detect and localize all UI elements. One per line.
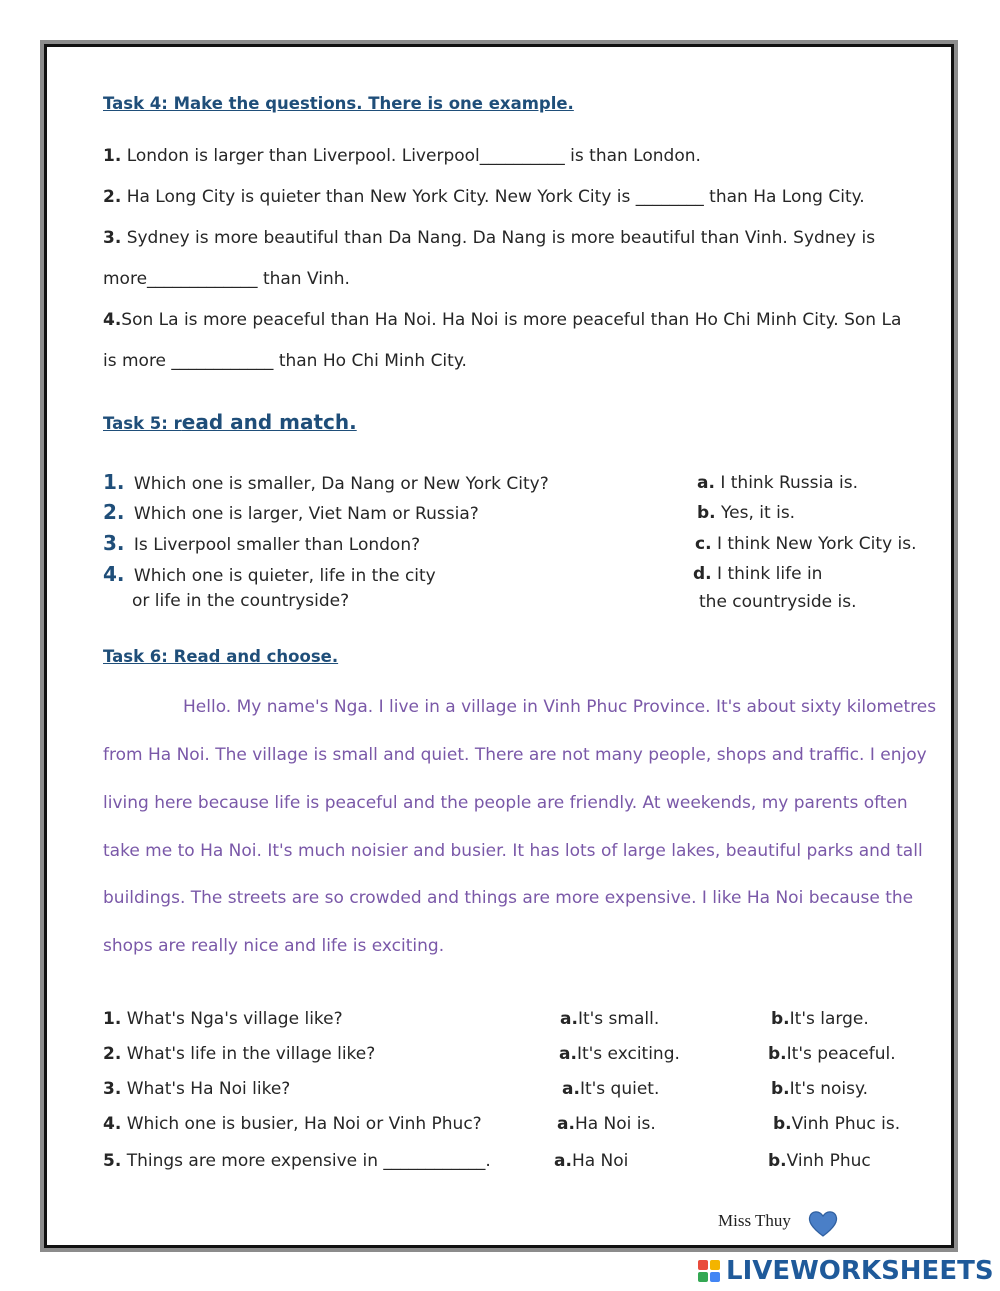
option-label: a.: [559, 1044, 577, 1064]
passage-line-6: shops are really nice and life is exciting.: [103, 936, 445, 956]
task5-title-rest: ead and match.: [181, 410, 357, 434]
option-label: a.: [560, 1009, 578, 1029]
task5-title-prefix: Task 5: r: [103, 414, 182, 433]
task5-question-1: [103, 470, 549, 494]
answer-letter: b.: [697, 503, 716, 523]
task4-item-3: [103, 228, 875, 248]
task5-question-4: [103, 562, 436, 586]
task6-question-1: [103, 1009, 343, 1029]
item-number: 3.: [103, 228, 122, 248]
answer-text: Yes, it is.: [721, 503, 796, 523]
task4-item-3-cont: more_____________ than Vinh.: [103, 269, 350, 289]
question-number: 4.: [103, 1114, 122, 1134]
option-text: It's large.: [789, 1009, 869, 1029]
question-number: 2.: [103, 1044, 122, 1064]
question-text: What's life in the village like?: [126, 1044, 376, 1064]
task6-q2-option-a[interactable]: [559, 1044, 680, 1064]
item-number: 2.: [103, 187, 122, 207]
worksheet-page: [44, 44, 954, 1248]
question-text: Which one is smaller, Da Nang or New York City?: [133, 474, 549, 494]
answer-text: I think New York City is.: [716, 534, 917, 554]
option-label: b.: [768, 1151, 787, 1171]
question-number: 3.: [103, 1079, 122, 1099]
passage-line-1: Hello. My name's Nga. I live in a village in Vinh Phuc Province. It's about sixty kilometres: [183, 697, 937, 717]
task5-question-4-cont: or life in the countryside?: [132, 591, 350, 611]
heart-icon: [807, 1210, 839, 1238]
question-number: 1.: [103, 1009, 122, 1029]
task5-question-3: [103, 531, 420, 555]
answer-letter: c.: [695, 534, 712, 554]
task6-question-3: [103, 1079, 290, 1099]
task6-question-5: [103, 1151, 491, 1171]
question-number: 4.: [103, 562, 125, 586]
task6-q4-option-b[interactable]: [773, 1114, 900, 1134]
task6-q2-option-b[interactable]: [768, 1044, 896, 1064]
task6-question-2: [103, 1044, 375, 1064]
task5-answer-d: [693, 564, 822, 584]
task5-question-2: [103, 500, 479, 524]
question-text: What's Ha Noi like?: [126, 1079, 291, 1099]
task6-q1-option-a[interactable]: [560, 1009, 659, 1029]
option-text: It's quiet.: [579, 1079, 660, 1099]
question-text: Things are more expensive in ____________.: [126, 1151, 491, 1171]
question-text: What's Nga's village like?: [126, 1009, 343, 1029]
signature: Miss Thuy: [718, 1211, 791, 1230]
question-text: Is Liverpool smaller than London?: [133, 535, 421, 555]
question-number: 1.: [103, 470, 125, 494]
item-text: Sydney is more beautiful than Da Nang. Da Nang is more beautiful than Vinh. Sydney is: [126, 228, 876, 248]
passage-line-5: buildings. The streets are so crowded and things are more expensive. I like Ha Noi because the: [103, 888, 914, 908]
task5-answer-d-cont: the countryside is.: [699, 592, 857, 612]
task5-answer-b: [697, 503, 795, 523]
task6-q3-option-b[interactable]: [771, 1079, 868, 1099]
task6-question-4: [103, 1114, 482, 1134]
option-text: It's noisy.: [789, 1079, 869, 1099]
option-label: a.: [557, 1114, 575, 1134]
question-number: 2.: [103, 500, 125, 524]
answer-text: I think life in: [717, 564, 823, 584]
question-number: 5.: [103, 1151, 122, 1171]
option-text: Ha Noi is.: [574, 1114, 656, 1134]
option-label: a.: [562, 1079, 580, 1099]
task4-title: Task 4: Make the questions. There is one example.: [103, 94, 574, 113]
option-text: It's peaceful.: [786, 1044, 896, 1064]
option-text: Vinh Phuc: [786, 1151, 871, 1171]
passage-line-2: from Ha Noi. The village is small and quiet. There are not many people, shops and traffic. I enjoy: [103, 745, 927, 765]
option-label: b.: [768, 1044, 787, 1064]
task4-item-4-cont: is more ____________ than Ho Chi Minh City.: [103, 351, 467, 371]
item-number: 1.: [103, 146, 122, 166]
option-label: b.: [771, 1009, 790, 1029]
task6-title: Task 6: Read and choose.: [103, 647, 339, 666]
question-number: 3.: [103, 531, 125, 555]
task6-q5-option-b[interactable]: [768, 1151, 871, 1171]
option-text: Vinh Phuc is.: [791, 1114, 901, 1134]
answer-text: I think Russia is.: [720, 473, 859, 493]
question-text: Which one is busier, Ha Noi or Vinh Phuc?: [126, 1114, 482, 1134]
task4-item-1: [103, 146, 701, 166]
task6-q1-option-b[interactable]: [771, 1009, 869, 1029]
option-label: a.: [554, 1151, 572, 1171]
liveworksheets-logo[interactable]: [698, 1256, 994, 1286]
task6-q4-option-a[interactable]: [557, 1114, 656, 1134]
question-text: Which one is quieter, life in the city: [133, 566, 436, 586]
answer-letter: d.: [693, 564, 712, 584]
task5-answer-a: [697, 473, 858, 493]
option-text: It's exciting.: [576, 1044, 680, 1064]
option-text: Ha Noi: [571, 1151, 629, 1171]
item-text: Son La is more peaceful than Ha Noi. Ha Noi is more peaceful than Ho Chi Minh City. Son La: [121, 310, 902, 330]
option-text: It's small.: [577, 1009, 660, 1029]
passage-line-3: living here because life is peaceful and the people are friendly. At weekends, my parents often: [103, 793, 908, 813]
task5-answer-c: [695, 534, 917, 554]
task6-q3-option-a[interactable]: [562, 1079, 659, 1099]
brand-name: LIVEWORKSHEETS: [726, 1256, 994, 1286]
answer-letter: a.: [697, 473, 715, 493]
passage-line-4: take me to Ha Noi. It's much noisier and busier. It has lots of large lakes, beautiful parks and tall: [103, 841, 923, 861]
item-number: 4.: [103, 310, 122, 330]
task6-q5-option-a[interactable]: [554, 1151, 628, 1171]
question-text: Which one is larger, Viet Nam or Russia?: [133, 504, 479, 524]
brand-mark-icon: [698, 1258, 724, 1284]
option-label: b.: [773, 1114, 792, 1134]
task4-item-4: [103, 310, 901, 330]
item-text: Ha Long City is quieter than New York City. New York City is ________ than Ha Long City.: [126, 187, 865, 207]
task5-title: [103, 410, 357, 434]
item-text: London is larger than Liverpool. Liverpool__________ is than London.: [126, 146, 701, 166]
task4-item-2: [103, 187, 865, 207]
option-label: b.: [771, 1079, 790, 1099]
